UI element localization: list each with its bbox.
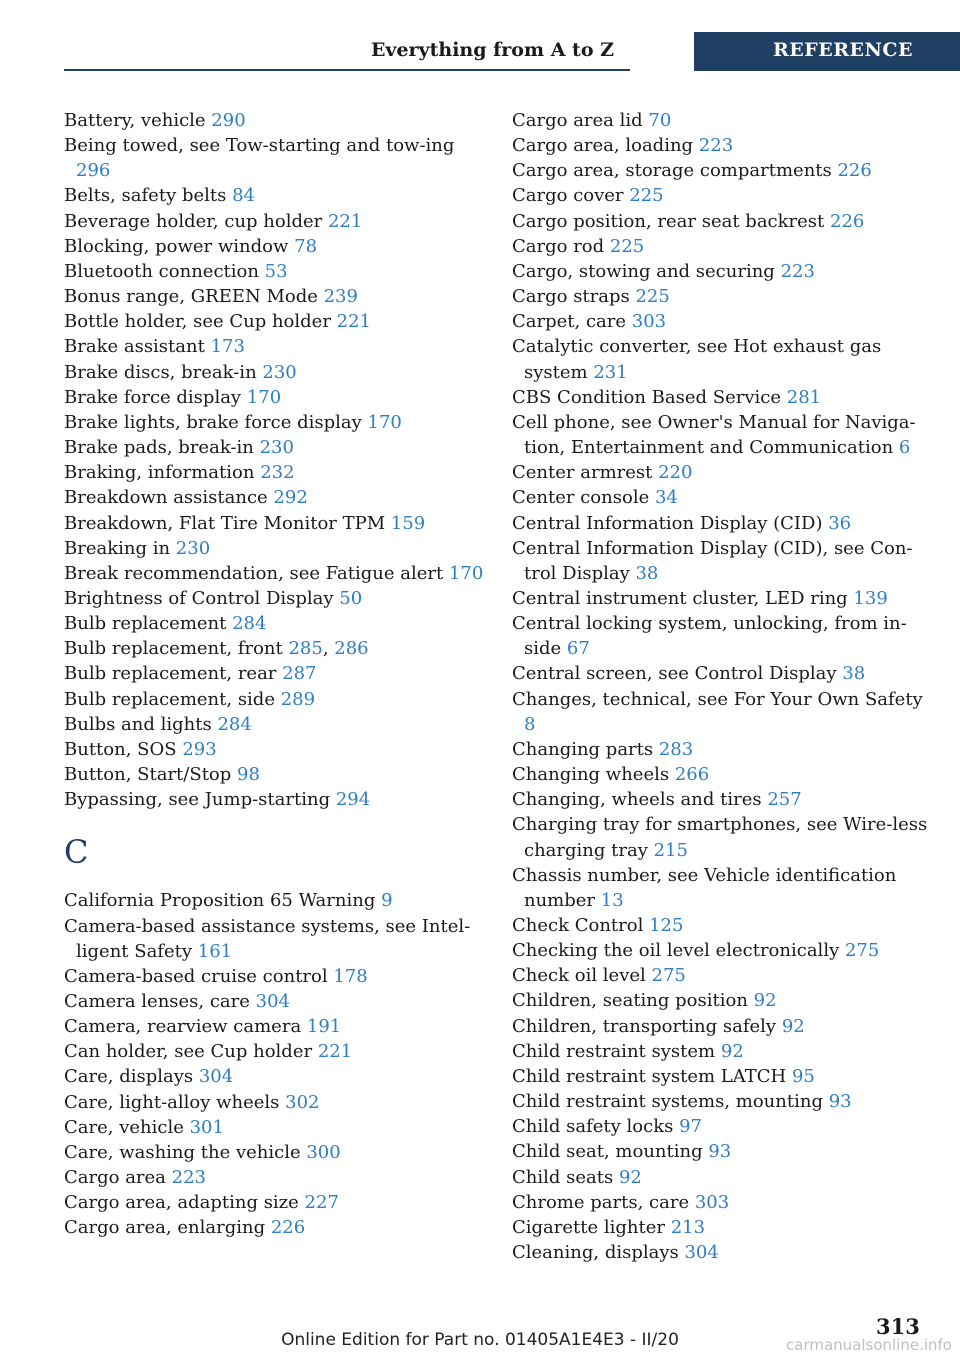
page-reference-link[interactable]: 303 [631, 311, 667, 333]
index-entry-text: Braking, information [64, 462, 261, 484]
index-entry [64, 435, 484, 460]
index-entry [64, 259, 484, 284]
index-entry [64, 334, 484, 359]
index-entry [64, 234, 484, 259]
page-reference-link[interactable]: 84 [232, 185, 255, 207]
page-reference-link[interactable]: 139 [853, 587, 888, 609]
index-entry-text: Brake assistant [64, 336, 211, 358]
index-entry-text: Children, seating position [512, 990, 754, 1012]
index-entry-text: Check oil level [512, 965, 652, 987]
index-entry-text: Camera-based cruise control [64, 965, 334, 987]
index-entry [64, 410, 484, 435]
index-entry [64, 1090, 484, 1115]
index-entry [512, 108, 932, 133]
page-reference-link[interactable]: 225 [629, 185, 664, 207]
index-entry-text: Chrome parts, care [512, 1191, 695, 1213]
page-reference-link[interactable]: 257 [767, 789, 802, 811]
footer-edition: Online Edition for Part no. 01405A1E4E3 - II/20 [281, 1330, 679, 1350]
index-entry-text: Beverage holder, cup holder [64, 210, 328, 232]
index-entry [512, 863, 932, 913]
index-entry [64, 536, 484, 561]
page-reference-link[interactable]: 78 [294, 235, 318, 257]
index-entry [64, 1014, 484, 1039]
index-entry [64, 1190, 484, 1215]
index-entry [512, 460, 932, 485]
page-reference-link[interactable]: 6 [898, 437, 911, 459]
page-reference-link[interactable]: 294 [335, 789, 371, 811]
page-reference-link[interactable]: 225 [635, 286, 670, 308]
index-entry [512, 1064, 932, 1089]
page-reference-link[interactable]: 13 [600, 889, 624, 911]
index-entry-text: Cargo straps [512, 286, 636, 308]
page-reference-link[interactable]: 303 [694, 1191, 730, 1213]
page-number: 313 [876, 1314, 920, 1339]
index-entry-text: Care, washing the vehicle [64, 1141, 307, 1163]
index-entry-text: Child restraint systems, mounting [512, 1091, 829, 1113]
page-reference-link[interactable]: 266 [674, 764, 710, 786]
index-entry-text: Changes, technical, see For Your Own Safety [512, 688, 923, 710]
index-entry-text: Cigarette lighter [512, 1216, 671, 1238]
index-entry [512, 1190, 932, 1215]
page-reference-link[interactable]: 301 [189, 1116, 224, 1138]
index-entry-text: Camera lenses, care [64, 991, 256, 1012]
index-entry [512, 737, 932, 762]
index-entry-text: Center armrest [512, 462, 659, 484]
page-reference-link[interactable]: 67 [566, 638, 590, 660]
page-reference-link[interactable]: 173 [210, 336, 245, 358]
page-reference-link[interactable]: 221 [336, 311, 372, 333]
index-entry-text: Breakdown, Flat Tire Monitor TPM [64, 512, 391, 534]
index-entry-text: Bottle holder, see Cup holder [64, 311, 337, 333]
page-reference-link[interactable]: 230 [259, 437, 294, 459]
index-entry-text: Bluetooth connection [64, 260, 265, 282]
page-reference-link[interactable]: 9 [381, 890, 393, 912]
index-entry-text: Carpet, care [512, 311, 632, 333]
section-title: Everything from A to Z [370, 39, 614, 61]
index-entry-text: Bypassing, see Jump-starting [64, 789, 336, 811]
index-entry-text: Checking the oil level electronically [512, 940, 845, 962]
page-reference-link[interactable]: 304 [255, 991, 291, 1012]
page-reference-link[interactable]: 286 [334, 638, 369, 660]
page-reference-link[interactable]: 170 [448, 562, 484, 584]
index-entry-text: Button, SOS [64, 738, 183, 760]
page-reference-link[interactable]: 275 [651, 965, 686, 987]
index-entry-text: Brake discs, break-in [64, 361, 263, 383]
index-entry [512, 1240, 932, 1265]
index-entry [512, 158, 932, 183]
index-entry [512, 1215, 932, 1240]
index-entry [512, 1089, 932, 1114]
index-entry-text: Cargo area, storage compartments [512, 160, 838, 182]
index-entry-text: Cargo area lid [512, 110, 649, 131]
index-entry [64, 914, 484, 964]
page-reference-link[interactable]: 92 [753, 990, 777, 1012]
index-entry [64, 687, 484, 712]
index-entry-text: Center console [512, 487, 655, 509]
index-entry [64, 1165, 484, 1190]
index-entry-text: Breakdown assistance [64, 487, 274, 509]
page-reference-link[interactable]: 281 [786, 386, 822, 408]
index-entry-text: Child safety locks [512, 1116, 680, 1138]
header-rule [64, 69, 630, 71]
page-reference-link[interactable]: 293 [182, 738, 217, 760]
page-reference-link[interactable]: 159 [390, 512, 426, 534]
index-entry [512, 485, 932, 510]
index-entry [512, 234, 932, 259]
index-entry-text: Can holder, see Cup holder [64, 1041, 318, 1063]
page-reference-link[interactable]: 226 [830, 210, 865, 232]
index-entry-text: California Proposition 65 Warning [64, 890, 382, 912]
index-entry-text: Chassis number, see Vehicle identification number [512, 864, 897, 911]
page-reference-link[interactable]: 36 [828, 512, 852, 534]
page-reference-link[interactable]: 304 [684, 1242, 719, 1264]
index-entry-text: Cargo area, enlarging [64, 1217, 271, 1239]
index-entry-text: Bulb replacement, side [64, 688, 281, 710]
page-reference-link[interactable]: 231 [593, 361, 628, 383]
page-reference-link[interactable]: 38 [842, 663, 866, 685]
index-entry-text: Being towed, see Tow-starting and tow-ing [64, 135, 455, 157]
page-reference-link[interactable]: 296 [76, 160, 111, 182]
page-reference-link[interactable]: 304 [198, 1066, 234, 1088]
index-entry-text: Child seat, mounting [512, 1141, 709, 1163]
index-entry [512, 284, 932, 309]
index-entry-text: Bulb replacement [64, 613, 233, 635]
index-entry-text: Central Information Display (CID), see Con-trol Display [512, 537, 913, 584]
index-entry [512, 586, 932, 611]
index-entry [512, 1139, 932, 1164]
index-entry [64, 1039, 484, 1064]
index-entry [512, 309, 932, 334]
page-reference-link[interactable]: 170 [246, 386, 282, 408]
index-entry-text: Cargo cover [512, 185, 630, 207]
page-reference-link[interactable]: 215 [653, 839, 688, 861]
index-entry [512, 133, 932, 158]
index-entry [512, 334, 932, 384]
page-reference-link[interactable]: 223 [171, 1167, 206, 1189]
index-entry [64, 284, 484, 309]
page-reference-link[interactable]: 95 [791, 1065, 815, 1087]
index-entry [512, 812, 932, 862]
index-entry-text: Bulb replacement, rear [64, 663, 283, 685]
page-reference-link[interactable]: 97 [679, 1116, 702, 1138]
index-entry-text: Battery, vehicle [64, 110, 212, 131]
index-entry-text: Child restraint system [512, 1040, 721, 1062]
index-entry [64, 762, 484, 787]
index-entry-text: Central Information Display (CID) [512, 512, 829, 534]
page-reference-link[interactable]: 223 [780, 260, 815, 282]
page-reference-link[interactable]: 34 [654, 487, 678, 509]
index-entry [512, 963, 932, 988]
index-entry-text: Camera-based assistance systems, see Intel-ligent Safety [64, 915, 471, 962]
index-entry [64, 1140, 484, 1165]
page-reference-link[interactable]: 302 [285, 1091, 320, 1113]
index-entry [512, 1165, 932, 1190]
page-reference-link[interactable]: 92 [720, 1040, 744, 1062]
page-reference-link[interactable]: 300 [306, 1141, 341, 1163]
index-entry: Bulb replacement, front 285, 286 [64, 638, 369, 660]
page-header [64, 32, 928, 71]
index-entry-text: Brake force display [64, 386, 247, 408]
index-entry [64, 888, 484, 913]
index-entry-text: Cargo area [64, 1167, 172, 1189]
index-entry-text: Cargo area, loading [512, 135, 699, 157]
page-reference-link[interactable]: 226 [837, 160, 872, 182]
index-entry [512, 410, 932, 460]
page-reference-link[interactable]: 230 [262, 361, 297, 383]
index-entry-text: Breaking in [64, 537, 176, 559]
page-reference-link[interactable]: 289 [280, 688, 316, 710]
index-entry-text: Break recommendation, see Fatigue alert [64, 562, 449, 584]
page-reference-link[interactable]: 98 [237, 764, 260, 786]
index-entry-text: Cell phone, see Owner's Manual for Naviga-tion, Entertainment and Communication [512, 411, 916, 459]
index-entry-text: Changing, wheels and tires [512, 789, 768, 811]
page-reference-link[interactable]: 292 [273, 487, 308, 509]
index-entry [512, 183, 932, 208]
index-entry-text: Catalytic converter, see Hot exhaust gas system [512, 336, 882, 383]
index-entry-text: Brake pads, break-in [64, 437, 260, 459]
index-entry [64, 737, 484, 762]
index-entry [64, 661, 484, 686]
index-entry-text: Central locking system, unlocking, from in-side [512, 613, 907, 660]
page-reference-link[interactable]: 220 [658, 462, 693, 484]
page-reference-link[interactable]: 283 [658, 738, 694, 760]
index-entry [64, 964, 484, 989]
index-entry-text: Child restraint system LATCH [512, 1065, 792, 1087]
index-entry [64, 586, 484, 611]
index-entry [64, 209, 484, 234]
page-reference-link[interactable]: 285 [288, 638, 323, 660]
page-reference-link[interactable]: 239 [323, 286, 358, 308]
index-entry-text: Children, transporting safely [512, 1015, 782, 1037]
index-entry-text: Central screen, see Control Display [512, 663, 843, 685]
index-entry-text: Button, Start/Stop [64, 764, 238, 786]
index-entry [64, 360, 484, 385]
index-entry-text: Charging tray for smartphones, see Wire-less charging tray [512, 814, 928, 861]
page-reference-link[interactable]: 232 [260, 462, 295, 484]
page-reference-link[interactable]: 227 [304, 1192, 339, 1214]
index-entry-text: Check Control [512, 915, 650, 936]
page-reference-link[interactable]: 290 [211, 110, 246, 131]
page-reference-link[interactable]: 230 [175, 537, 211, 559]
page-reference-link[interactable]: 284 [217, 713, 252, 735]
index-entry [512, 1114, 932, 1139]
index-entry-text: Central instrument cluster, LED ring [512, 587, 854, 609]
index-entry-text: Care, displays [64, 1066, 199, 1088]
index-entry [512, 385, 932, 410]
page-reference-link[interactable]: 53 [264, 260, 288, 282]
page-reference-link[interactable]: 70 [648, 110, 672, 131]
page-reference-link[interactable]: 8 [524, 713, 536, 735]
page-reference-link[interactable]: 92 [618, 1166, 642, 1188]
index-entry [64, 485, 484, 510]
page-reference-link[interactable]: 92 [781, 1015, 805, 1037]
index-entry [64, 1215, 484, 1240]
page-reference-link[interactable]: 125 [649, 915, 684, 936]
index-entry [512, 988, 932, 1013]
index-entry-text: Bulb replacement, front [64, 638, 289, 660]
index-entry [512, 1039, 932, 1064]
page-reference-link[interactable]: 170 [367, 411, 402, 433]
index-column-right [512, 108, 932, 1265]
index-entry-text: Cargo rod [512, 235, 610, 257]
index-entry-text: Care, vehicle [64, 1116, 190, 1138]
index-entry-text: Changing parts [512, 738, 659, 760]
index-letter-heading: C [64, 833, 89, 872]
index-entry [512, 787, 932, 812]
index-column-left [64, 108, 484, 1241]
index-entry-text: Bulbs and lights [64, 713, 218, 735]
index-entry-text: Brightness of Control Display [64, 587, 340, 609]
page-reference-link[interactable]: 93 [828, 1091, 852, 1113]
page-reference-link[interactable]: 93 [708, 1141, 732, 1163]
index-entry-text: Bonus range, GREEN Mode [64, 286, 324, 308]
index-entry-text: Cargo, stowing and securing [512, 260, 781, 282]
page-reference-link[interactable]: 38 [635, 562, 659, 584]
index-entry-text: Camera, rearview camera [64, 1016, 307, 1038]
page-reference-link[interactable]: 287 [282, 663, 317, 685]
page-reference-link[interactable]: 221 [327, 210, 363, 232]
index-entry [64, 712, 484, 737]
index-entry [64, 108, 484, 133]
index-entry [64, 309, 484, 334]
page-reference-link[interactable]: 178 [333, 965, 368, 987]
page-reference-link[interactable]: 226 [270, 1217, 306, 1239]
index-entry [64, 989, 484, 1014]
index-entry-text: Cleaning, displays [512, 1242, 685, 1264]
index-entry [512, 938, 932, 963]
index-entry [512, 511, 932, 536]
index-entry [64, 133, 484, 183]
index-entry-text: Cargo area, adapting size [64, 1192, 305, 1214]
page-reference-link[interactable]: 161 [197, 940, 233, 962]
index-entry [64, 385, 484, 410]
page-reference-link[interactable]: 225 [609, 235, 645, 257]
index-entry [512, 661, 932, 686]
watermark: carmanualsonline.info [786, 1336, 952, 1354]
index-entry-text: CBS Condition Based Service [512, 386, 787, 408]
page-reference-link[interactable]: 50 [339, 587, 363, 609]
index-entry [512, 259, 932, 284]
page-reference-link[interactable]: 275 [844, 940, 880, 962]
index-entry-text: Care, light-alloy wheels [64, 1091, 286, 1113]
page-reference-link[interactable]: 223 [698, 135, 734, 157]
page-reference-link[interactable]: 221 [317, 1041, 353, 1063]
index-entry [64, 561, 484, 586]
index-entry [64, 1064, 484, 1089]
index-entry [512, 913, 932, 938]
index-entry [512, 762, 932, 787]
index-entry-text: Belts, safety belts [64, 185, 233, 207]
page-reference-link[interactable]: 213 [670, 1216, 706, 1238]
index-entry [512, 209, 932, 234]
index-entry-text: Brake lights, brake force display [64, 411, 368, 433]
index-entry-text: Cargo position, rear seat backrest [512, 210, 830, 232]
page-reference-link[interactable]: 284 [232, 613, 267, 635]
page-reference-link[interactable]: 191 [306, 1016, 342, 1038]
chapter-tab: REFERENCE [694, 32, 960, 71]
index-entry [512, 611, 932, 661]
index-entry [64, 511, 484, 536]
index-entry [64, 1115, 484, 1140]
index-entry [64, 787, 484, 812]
index-entry-text: Child seats [512, 1166, 619, 1188]
index-entry-text: Changing wheels [512, 764, 675, 786]
index-entry-text: Blocking, power window [64, 235, 295, 257]
index-entry [64, 183, 484, 208]
index-entry [64, 611, 484, 636]
index-entry [512, 687, 932, 737]
index-entry [64, 460, 484, 485]
index-entry [512, 1014, 932, 1039]
index-entry [512, 536, 932, 586]
